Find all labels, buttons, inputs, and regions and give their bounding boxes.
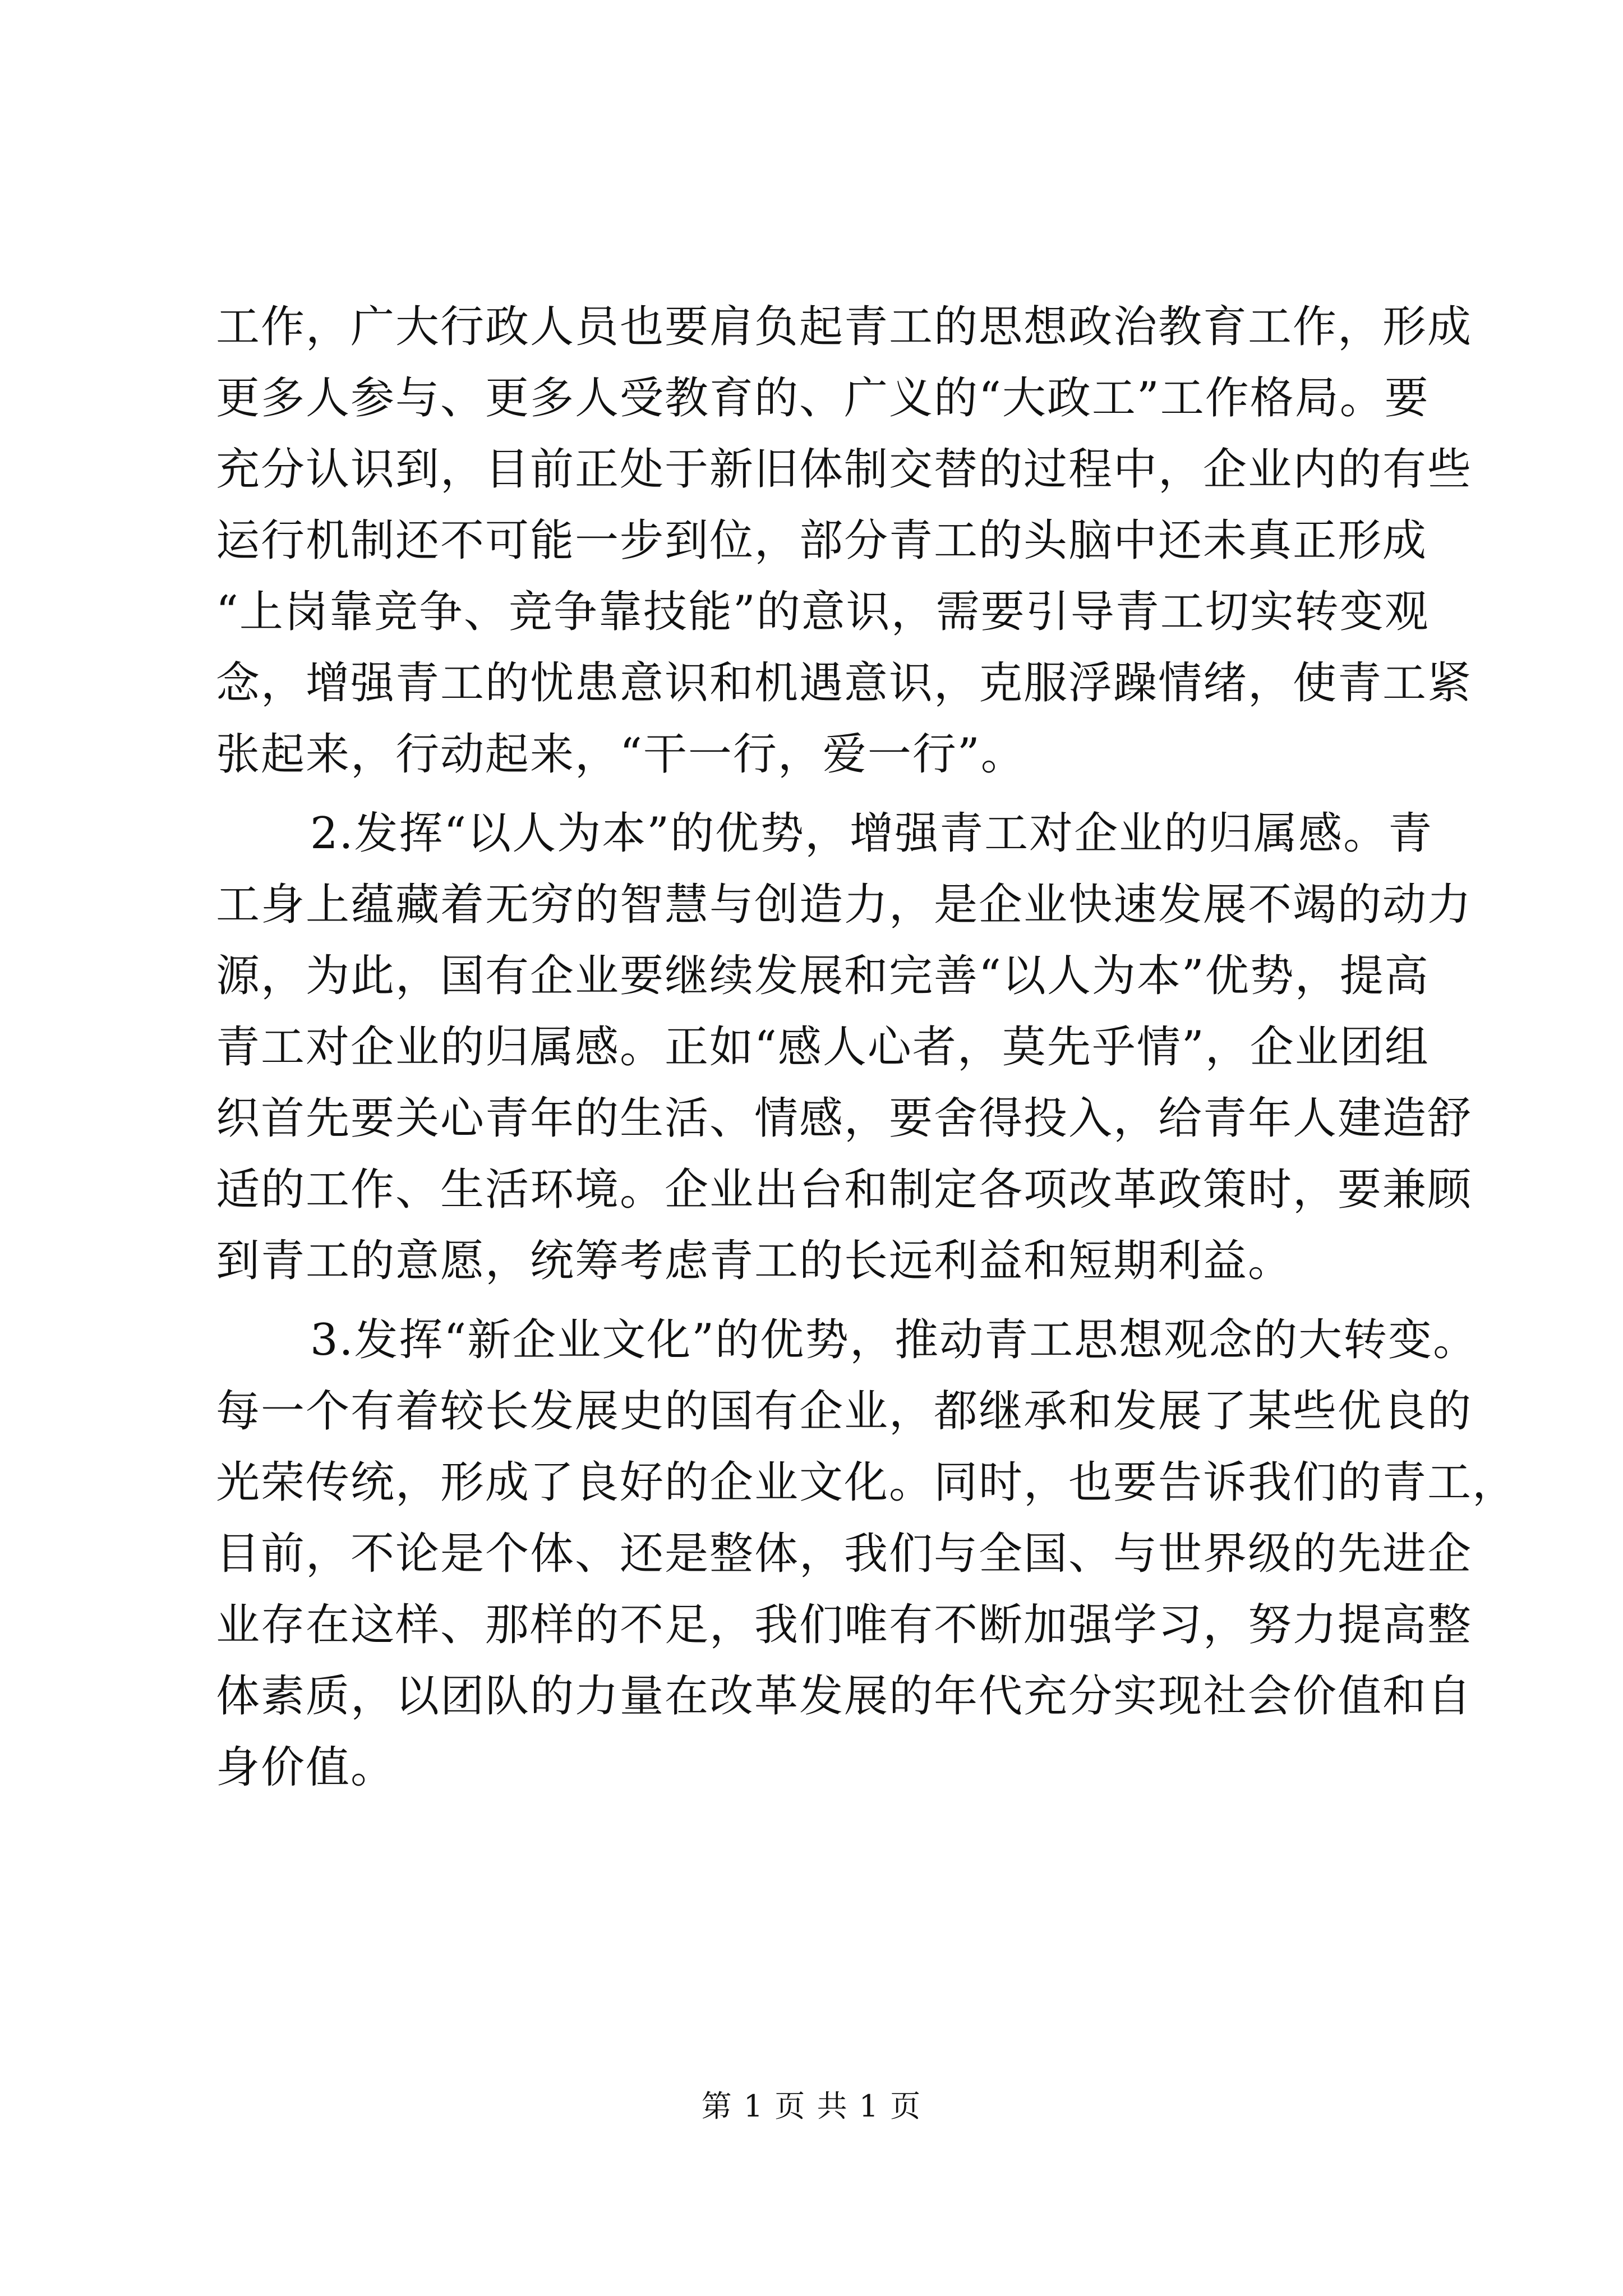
paragraph-2-line-6: 适的工作、生活环境。企业出台和制定各项改革政策时，要兼顾 <box>216 1165 1473 1215</box>
body-text <box>216 292 1518 1803</box>
paragraph-2-line-2: 工身上蕴藏着无穷的智慧与创造力，是企业快速发展不竭的动力 <box>216 880 1473 930</box>
paragraph-1-line-5: “上岗靠竞争、竞争靠技能”的意识，需要引导青工切实转变观 <box>216 587 1430 637</box>
paragraph-2-line-7: 到青工的意愿，统筹考虑青工的长远利益和短期利益。 <box>216 1236 1293 1286</box>
paragraph-3-line-2: 每一个有着较长发展史的国有企业，都继承和发展了某些优良的 <box>216 1386 1473 1437</box>
paragraph-3-line-3: 光荣传统，形成了良好的企业文化。同时，也要告诉我们的青工， <box>216 1457 1518 1508</box>
paragraph-2-line-5: 织首先要关心青年的生活、情感，要舍得投入，给青年人建造舒 <box>216 1093 1473 1144</box>
paragraph-3-line-7: 身价值。 <box>216 1742 396 1793</box>
page-footer <box>0 2087 1623 2126</box>
paragraph-3-line-5: 业存在这样、那样的不足，我们唯有不断加强学习，努力提高整 <box>216 1600 1473 1650</box>
paragraph-2-line-1: 2.发挥“以人为本”的优势，增强青工对企业的归属感。青 <box>310 808 1433 859</box>
paragraph-2-line-3: 源，为此，国有企业要继续发展和完善“以人为本”优势，提高 <box>216 951 1430 1001</box>
paragraph-3-line-1: 3.发挥“新企业文化”的优势，推动青工思想观念的大转变。 <box>310 1315 1478 1365</box>
paragraph-1-line-4: 运行机制还不可能一步到位，部分青工的头脑中还未真正形成 <box>216 516 1428 566</box>
paragraph-3-line-6: 体素质，以团队的力量在改革发展的年代充分实现社会价值和自 <box>216 1671 1473 1722</box>
paragraph-1-line-3: 充分认识到，目前正处于新旧体制交替的过程中，企业内的有些 <box>216 444 1473 495</box>
paragraph-1-line-2: 更多人参与、更多人受教育的、广义的“大政工”工作格局。要 <box>216 373 1430 424</box>
paragraph-1-line-6: 念，增强青工的忧患意识和机遇意识，克服浮躁情绪，使青工紧 <box>216 658 1473 708</box>
paragraph-1-line-7: 张起来，行动起来，“干一行，爱一行”。 <box>216 729 1026 780</box>
paragraph-2-line-4: 青工对企业的归属感。正如“感人心者，莫先乎情”，企业团组 <box>216 1022 1430 1073</box>
page-number-label: 第 1 页 共 1 页 <box>701 2088 922 2124</box>
paragraph-1-line-1: 工作，广大行政人员也要肩负起青工的思想政治教育工作，形成 <box>216 302 1473 352</box>
paragraph-3-line-4: 目前，不论是个体、还是整体，我们与全国、与世界级的先进企 <box>216 1529 1473 1579</box>
